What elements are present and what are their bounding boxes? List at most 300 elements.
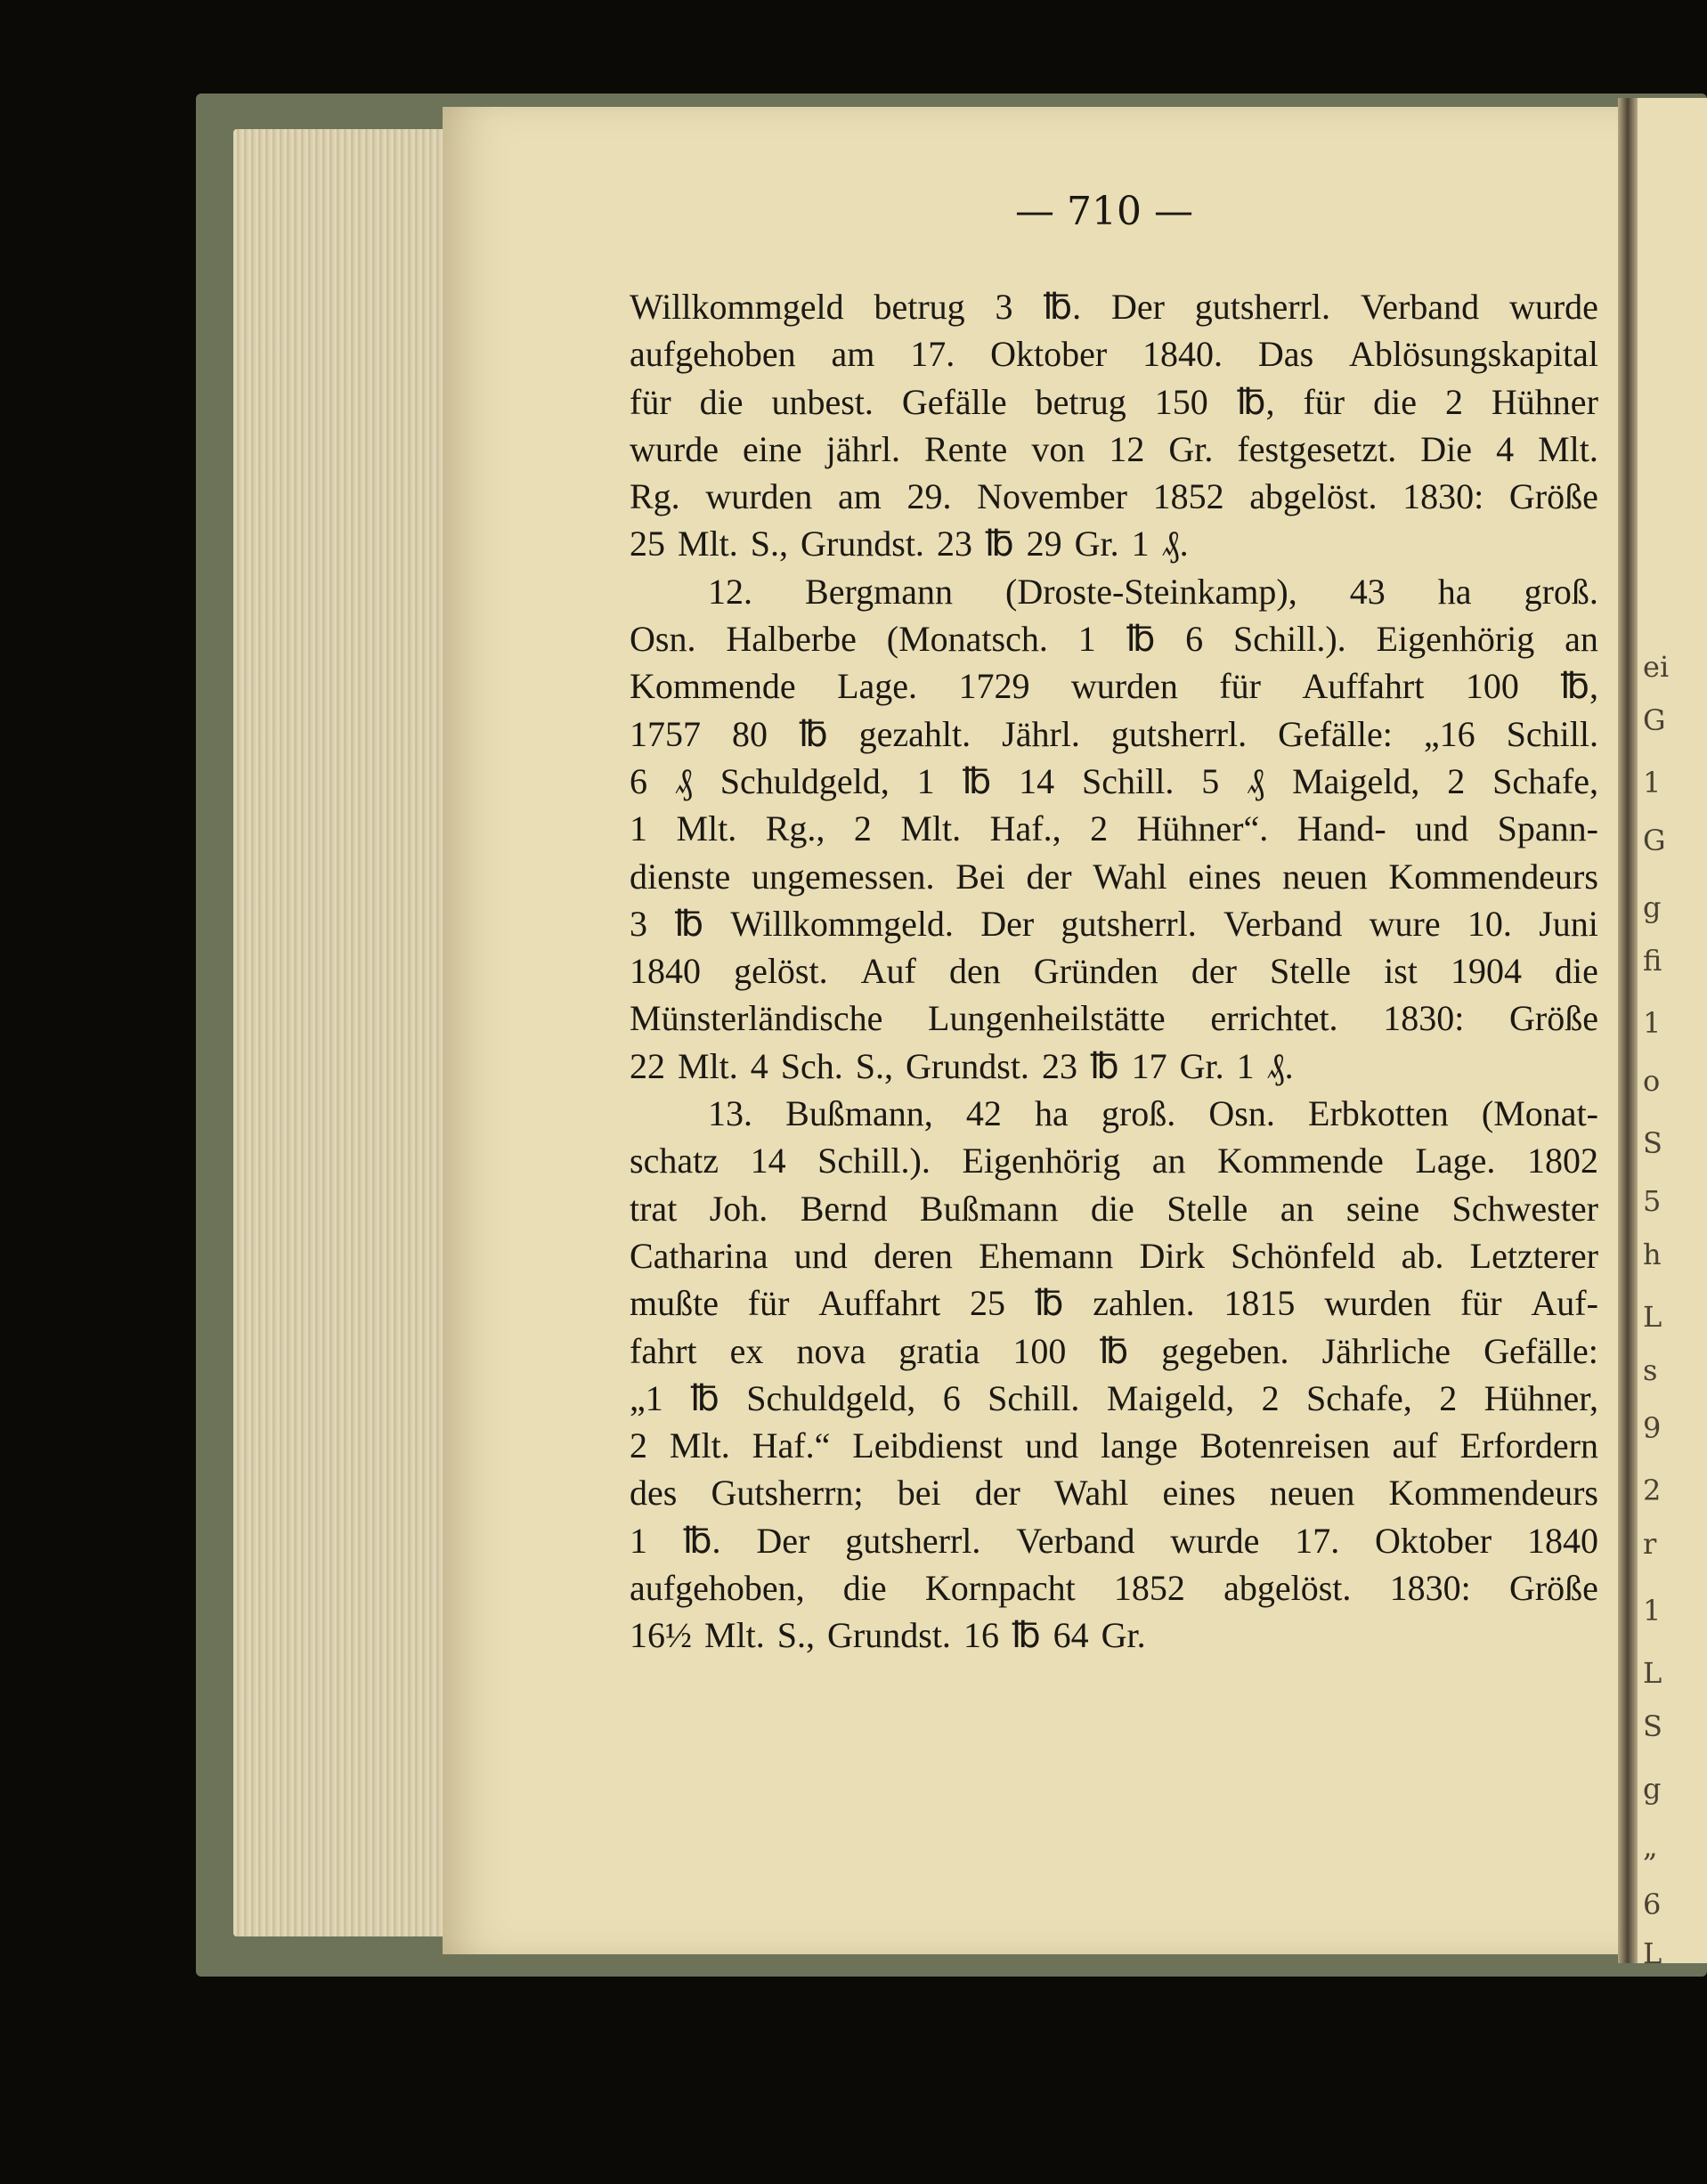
word: 4 bbox=[1496, 428, 1515, 469]
word: mußte bbox=[630, 1283, 719, 1324]
word: der bbox=[1191, 951, 1237, 992]
word: Gefälle bbox=[901, 381, 1007, 422]
word: 2 bbox=[1090, 808, 1109, 849]
word: Schill. bbox=[1082, 760, 1175, 801]
word: ₰. bbox=[1266, 1045, 1294, 1086]
text-line bbox=[630, 947, 1598, 995]
word: Oktober bbox=[1375, 1520, 1492, 1561]
word: Dirk bbox=[1139, 1235, 1205, 1276]
word: „1 bbox=[630, 1377, 663, 1418]
word: an bbox=[1151, 1141, 1186, 1181]
word: Bußmann, bbox=[785, 1093, 933, 1134]
word: 13. bbox=[708, 1093, 752, 1134]
word: (Monatsch. bbox=[886, 619, 1048, 660]
word: ist bbox=[1384, 951, 1418, 992]
text-line bbox=[630, 1517, 1598, 1564]
text-line bbox=[630, 330, 1598, 378]
word: Grundst. bbox=[906, 1045, 1029, 1086]
page-stack-edge bbox=[233, 129, 443, 1936]
word: Erfordern bbox=[1459, 1425, 1598, 1466]
word: gelöst. bbox=[734, 951, 828, 992]
word: nova bbox=[796, 1330, 866, 1371]
word: Letzterer bbox=[1469, 1235, 1598, 1276]
word: 17. bbox=[910, 334, 955, 375]
word: und bbox=[793, 1235, 848, 1276]
word: Juni bbox=[1539, 903, 1598, 944]
word: deren bbox=[874, 1235, 953, 1276]
word: Catharina bbox=[630, 1235, 768, 1276]
word: 100 bbox=[1012, 1330, 1067, 1371]
word: S., bbox=[750, 524, 789, 564]
word: 42 bbox=[965, 1093, 1002, 1134]
next-page-fragment: 1 bbox=[1643, 766, 1662, 800]
word: Schönfeld bbox=[1231, 1235, 1376, 1276]
word: Jährl. bbox=[1002, 713, 1080, 754]
word: Mlt. bbox=[678, 1045, 738, 1086]
word: Kommende bbox=[1217, 1141, 1384, 1181]
word: 10. bbox=[1467, 903, 1512, 944]
word: wurden bbox=[1324, 1283, 1432, 1324]
word: am bbox=[837, 476, 882, 517]
word: Die bbox=[1420, 428, 1473, 469]
word: 1757 bbox=[630, 713, 701, 754]
word: Sch. bbox=[780, 1045, 843, 1086]
word: gutsherrl. bbox=[845, 1520, 981, 1561]
word: Hühner bbox=[1491, 381, 1598, 422]
word: Lage. bbox=[837, 666, 918, 707]
word: Der bbox=[756, 1520, 810, 1561]
word: gezahlt. bbox=[858, 713, 971, 754]
word: für bbox=[1459, 1283, 1502, 1324]
word: 1 bbox=[1236, 1045, 1255, 1086]
body-text bbox=[630, 283, 1598, 1660]
text-line bbox=[630, 1375, 1598, 1422]
word: Münsterländische bbox=[630, 998, 883, 1039]
word: 1 bbox=[916, 760, 935, 801]
word: 1840 bbox=[1526, 1520, 1598, 1561]
word: 150 bbox=[1154, 381, 1208, 422]
word: ℔ bbox=[690, 1377, 719, 1418]
word: eines bbox=[1188, 856, 1262, 897]
word: ℔ bbox=[1034, 1283, 1064, 1324]
word: neuen bbox=[1282, 856, 1368, 897]
text-line bbox=[630, 378, 1598, 426]
word: neuen bbox=[1269, 1473, 1355, 1514]
word: fahrt bbox=[630, 1330, 697, 1371]
word: des bbox=[630, 1473, 678, 1514]
next-page-fragment: G bbox=[1643, 703, 1666, 737]
word: die bbox=[842, 1568, 887, 1609]
word: Mlt. bbox=[676, 808, 737, 849]
word: Jährliche bbox=[1321, 1330, 1451, 1371]
word: Der bbox=[980, 903, 1035, 944]
word: 1830: bbox=[1389, 1568, 1471, 1609]
word: Stelle bbox=[1166, 1188, 1248, 1229]
word: Kommendeurs bbox=[1388, 856, 1598, 897]
word: (Droste-Steinkamp), bbox=[1005, 571, 1297, 612]
word: 23 bbox=[1041, 1045, 1077, 1086]
word: 1815 bbox=[1223, 1283, 1296, 1324]
word: an bbox=[1565, 619, 1598, 660]
word: schatz bbox=[630, 1141, 719, 1181]
word: der bbox=[1026, 856, 1072, 897]
word: Kornpacht bbox=[924, 1568, 1076, 1609]
word: Gr. bbox=[1179, 1045, 1224, 1086]
text-line bbox=[630, 995, 1598, 1042]
word: wurden bbox=[705, 476, 813, 517]
word: 25 bbox=[969, 1283, 1005, 1324]
text-line bbox=[630, 615, 1598, 662]
word: 14 bbox=[750, 1141, 786, 1181]
word: 1904 bbox=[1450, 951, 1522, 992]
word: 16 bbox=[963, 1615, 999, 1656]
text-line bbox=[630, 568, 1598, 615]
word: 6 bbox=[1185, 619, 1204, 660]
word: 1802 bbox=[1526, 1141, 1598, 1181]
word: Verband bbox=[1016, 1520, 1135, 1561]
word: 1852 bbox=[1152, 476, 1224, 517]
word: Schafe, bbox=[1492, 760, 1598, 801]
word: ha bbox=[1035, 1093, 1069, 1134]
word: gutsherrl. bbox=[1110, 713, 1248, 754]
next-page-fragment: „ bbox=[1643, 1830, 1658, 1863]
word: Stelle bbox=[1269, 951, 1352, 992]
word: Kommendeurs bbox=[1388, 1473, 1598, 1514]
word: 2 bbox=[1439, 1377, 1458, 1418]
word: Willkommgeld bbox=[630, 287, 844, 327]
word: 1 bbox=[630, 1520, 647, 1561]
word: errichtet. bbox=[1210, 998, 1338, 1039]
word: Rg. bbox=[630, 476, 680, 517]
word: ℔, bbox=[1236, 381, 1275, 422]
word: 1729 bbox=[958, 666, 1030, 707]
word: Rente bbox=[924, 428, 1008, 469]
next-page-fragment: 5 bbox=[1643, 1184, 1662, 1218]
word: die bbox=[1090, 1188, 1134, 1229]
word: zahlen. bbox=[1093, 1283, 1195, 1324]
word: Kommende bbox=[630, 666, 796, 707]
text-line bbox=[630, 805, 1598, 852]
word: 6 bbox=[942, 1377, 961, 1418]
word: Grundst. bbox=[827, 1615, 951, 1656]
next-page-fragment: fi bbox=[1643, 944, 1662, 978]
word: Mlt. bbox=[1538, 428, 1598, 469]
word: Eigenhörig bbox=[962, 1141, 1121, 1181]
next-page-fragment: g bbox=[1643, 1772, 1662, 1806]
word: wurde bbox=[1508, 287, 1598, 327]
word: 2 bbox=[1444, 381, 1463, 422]
next-page-fragment: h bbox=[1643, 1238, 1662, 1271]
word: Schill. bbox=[988, 1377, 1080, 1418]
word: 3 bbox=[630, 903, 647, 944]
word: abgelöst. bbox=[1223, 1568, 1352, 1609]
text-line bbox=[630, 1612, 1598, 1659]
word: Wahl bbox=[1053, 1473, 1129, 1514]
word: Der bbox=[1110, 287, 1165, 327]
text-line bbox=[630, 1090, 1598, 1137]
text-line bbox=[630, 758, 1598, 805]
text-line bbox=[630, 1279, 1598, 1327]
word: seine bbox=[1345, 1188, 1420, 1229]
word: Gutsherrn; bbox=[711, 1473, 864, 1514]
book-gutter bbox=[1618, 98, 1638, 1963]
word: 4 bbox=[750, 1045, 768, 1086]
text-line bbox=[630, 520, 1598, 567]
word: und bbox=[1415, 808, 1469, 849]
word: 1 bbox=[1131, 524, 1150, 564]
word: festgesetzt. bbox=[1237, 428, 1397, 469]
word: 1852 bbox=[1113, 1568, 1185, 1609]
page-number: — 710 — bbox=[1015, 189, 1193, 234]
word: 1840. bbox=[1142, 334, 1223, 375]
word: 3 bbox=[995, 287, 1013, 327]
text-line bbox=[630, 710, 1598, 758]
word: ex bbox=[729, 1330, 764, 1371]
word: Erbkotten bbox=[1308, 1093, 1449, 1134]
word: Schill.). bbox=[817, 1141, 931, 1181]
word: 1830: bbox=[1402, 476, 1484, 517]
text-line bbox=[630, 1564, 1598, 1612]
word: Oktober bbox=[990, 334, 1108, 375]
word: Bergmann bbox=[805, 571, 953, 612]
word: Das bbox=[1257, 334, 1314, 375]
word: Mlt. bbox=[669, 1425, 730, 1466]
word: betrug bbox=[874, 287, 965, 327]
text-line bbox=[630, 1469, 1598, 1516]
word: Gr. bbox=[1074, 524, 1119, 564]
word: Gr. bbox=[1101, 1615, 1146, 1656]
word: Willkommgeld. bbox=[730, 903, 954, 944]
next-page-fragment: S bbox=[1643, 1126, 1662, 1160]
word: ℔, bbox=[1560, 666, 1598, 707]
word: auf bbox=[1392, 1425, 1438, 1466]
word: Schwester bbox=[1451, 1188, 1598, 1229]
word: die bbox=[1555, 951, 1598, 992]
word: ℔ bbox=[962, 760, 992, 801]
text-line bbox=[630, 1232, 1598, 1279]
word: Ehemann bbox=[979, 1235, 1114, 1276]
word: S., bbox=[855, 1045, 894, 1086]
word: Spann- bbox=[1497, 808, 1598, 849]
word: lange bbox=[1100, 1425, 1178, 1466]
word: ℔ bbox=[984, 524, 1014, 564]
word: trat bbox=[630, 1188, 678, 1229]
word: Größe bbox=[1508, 476, 1598, 517]
word: Auffahrt bbox=[818, 1283, 941, 1324]
word: Schuldgeld, bbox=[746, 1377, 916, 1418]
next-page-fragment: 6 bbox=[1643, 1888, 1662, 1921]
next-page-fragment: g bbox=[1643, 890, 1662, 924]
word: 1840 bbox=[630, 951, 701, 992]
next-page-fragment: S bbox=[1643, 1709, 1662, 1743]
word: Lungenheilstätte bbox=[928, 998, 1166, 1039]
word: Gefälle: bbox=[1278, 713, 1393, 754]
word: 25 bbox=[630, 524, 665, 564]
word: aufgehoben, bbox=[630, 1568, 805, 1609]
word: den bbox=[948, 951, 1001, 992]
word: Joh. bbox=[709, 1188, 768, 1229]
word: ℔. bbox=[1043, 287, 1082, 327]
word: der bbox=[974, 1473, 1020, 1514]
word: für bbox=[1219, 666, 1261, 707]
word: ℔ bbox=[1089, 1045, 1119, 1086]
next-page-fragment: L bbox=[1643, 1936, 1662, 1970]
word: Lage. bbox=[1415, 1141, 1496, 1181]
next-page-fragment: 1 bbox=[1643, 1006, 1662, 1040]
next-page-fragment: 2 bbox=[1643, 1474, 1662, 1507]
word: eine bbox=[743, 428, 802, 469]
word: Hand- bbox=[1297, 808, 1386, 849]
word: ₰ bbox=[674, 760, 693, 801]
word: groß. bbox=[1524, 571, 1598, 612]
word: 1 bbox=[1077, 619, 1096, 660]
word: wurde bbox=[630, 428, 719, 469]
word: 29. bbox=[906, 476, 952, 517]
word: ℔ bbox=[798, 713, 828, 754]
word: an bbox=[1280, 1188, 1314, 1229]
word: Mlt. bbox=[678, 524, 738, 564]
word: die bbox=[699, 381, 744, 422]
word: Größe bbox=[1509, 998, 1598, 1039]
word: 14 bbox=[1019, 760, 1055, 801]
word: 43 bbox=[1349, 571, 1386, 612]
word: ab. bbox=[1401, 1235, 1444, 1276]
word: 17 bbox=[1131, 1045, 1167, 1086]
text-line bbox=[630, 1327, 1598, 1375]
word: am bbox=[831, 334, 875, 375]
word: Halberbe bbox=[726, 619, 857, 660]
word: S., bbox=[776, 1615, 816, 1656]
text-line bbox=[630, 1422, 1598, 1469]
word: ha bbox=[1437, 571, 1472, 612]
word: wurde bbox=[1170, 1520, 1260, 1561]
word: 6 bbox=[630, 760, 647, 801]
word: November bbox=[977, 476, 1127, 517]
word: bei bbox=[897, 1473, 941, 1514]
word: ℔ bbox=[1126, 619, 1156, 660]
word: Mlt. bbox=[704, 1615, 765, 1656]
word: 64 bbox=[1053, 1615, 1089, 1656]
word: ℔ bbox=[1011, 1615, 1041, 1656]
word: 1 bbox=[630, 808, 647, 849]
word: 2 bbox=[1261, 1377, 1280, 1418]
word: Auf bbox=[860, 951, 916, 992]
next-page-fragment: 9 bbox=[1643, 1411, 1662, 1445]
word: 1830: bbox=[1383, 998, 1465, 1039]
word: 16½ bbox=[630, 1615, 692, 1656]
word: gutsherrl. bbox=[1194, 287, 1330, 327]
next-page-fragment: 1 bbox=[1643, 1594, 1662, 1628]
word: Bei bbox=[955, 856, 1005, 897]
word: Osn. bbox=[1208, 1093, 1275, 1134]
word: Grundst. bbox=[801, 524, 924, 564]
word: 17. bbox=[1295, 1520, 1340, 1561]
word: Gefälle: bbox=[1483, 1330, 1598, 1371]
word: Bernd bbox=[800, 1188, 888, 1229]
word: ℔ bbox=[674, 903, 704, 944]
word: 100 bbox=[1465, 666, 1519, 707]
word: Schafe, bbox=[1305, 1377, 1412, 1418]
word: 12. bbox=[708, 571, 752, 612]
word: dienste bbox=[630, 856, 731, 897]
text-line bbox=[630, 900, 1598, 947]
word: unbest. bbox=[771, 381, 874, 422]
word: Osn. bbox=[630, 619, 696, 660]
word: Maigeld, bbox=[1292, 760, 1420, 801]
next-page-fragment: ei bbox=[1643, 650, 1670, 684]
word: abgelöst. bbox=[1249, 476, 1378, 517]
word: ℔ bbox=[1099, 1330, 1129, 1371]
word: Botenreisen bbox=[1199, 1425, 1370, 1466]
word: aufgehoben bbox=[630, 334, 796, 375]
word: jährl. bbox=[825, 428, 900, 469]
word: (Monat- bbox=[1481, 1093, 1598, 1134]
text-line bbox=[630, 426, 1598, 473]
text-line bbox=[630, 283, 1598, 330]
word: eines bbox=[1162, 1473, 1236, 1514]
word: Leibdienst bbox=[852, 1425, 1004, 1466]
word: wurden bbox=[1070, 666, 1178, 707]
word: ₰ bbox=[1247, 760, 1265, 801]
next-page-fragment: G bbox=[1643, 824, 1666, 857]
word: betrug bbox=[1035, 381, 1126, 422]
text-line bbox=[630, 662, 1598, 710]
word: „16 bbox=[1423, 713, 1475, 754]
word: die bbox=[1373, 381, 1417, 422]
word: für bbox=[630, 381, 671, 422]
word: gutsherrl. bbox=[1061, 903, 1197, 944]
word: Verband bbox=[1360, 287, 1480, 327]
word: 23 bbox=[936, 524, 972, 564]
word: Haf., bbox=[989, 808, 1061, 849]
word: von bbox=[1031, 428, 1085, 469]
word: Haf.“ bbox=[752, 1425, 831, 1466]
next-page-fragment: r bbox=[1643, 1527, 1657, 1561]
word: Gr. bbox=[1168, 428, 1214, 469]
word: gratia bbox=[898, 1330, 980, 1371]
word: 29 bbox=[1026, 524, 1062, 564]
word: 2 bbox=[1447, 760, 1466, 801]
text-line bbox=[630, 853, 1598, 900]
word: Gründen bbox=[1033, 951, 1158, 992]
text-line bbox=[630, 1137, 1598, 1184]
next-page-fragment: s bbox=[1643, 1353, 1658, 1387]
word: Schill. bbox=[1506, 713, 1598, 754]
word: Rg., bbox=[765, 808, 825, 849]
word: Schuldgeld, bbox=[719, 760, 890, 801]
word: 5 bbox=[1201, 760, 1220, 801]
word: Auffahrt bbox=[1302, 666, 1425, 707]
word: 2 bbox=[853, 808, 872, 849]
next-page-fragment: L bbox=[1643, 1300, 1662, 1334]
word: für bbox=[1303, 381, 1345, 422]
word: Maigeld, bbox=[1106, 1377, 1235, 1418]
word: Verband bbox=[1223, 903, 1343, 944]
text-line bbox=[630, 473, 1598, 520]
word: Bußmann bbox=[919, 1188, 1059, 1229]
next-page-fragment: L bbox=[1643, 1656, 1662, 1690]
word: Hühner“. bbox=[1136, 808, 1269, 849]
word: für bbox=[747, 1283, 790, 1324]
word: Größe bbox=[1508, 1568, 1598, 1609]
word: groß. bbox=[1101, 1093, 1176, 1134]
word: 80 bbox=[731, 713, 768, 754]
word: ₰. bbox=[1161, 524, 1189, 564]
word: Ablösungskapital bbox=[1349, 334, 1598, 375]
word: gegeben. bbox=[1161, 1330, 1289, 1371]
next-page-edge bbox=[1638, 98, 1707, 1970]
word: 12 bbox=[1109, 428, 1145, 469]
